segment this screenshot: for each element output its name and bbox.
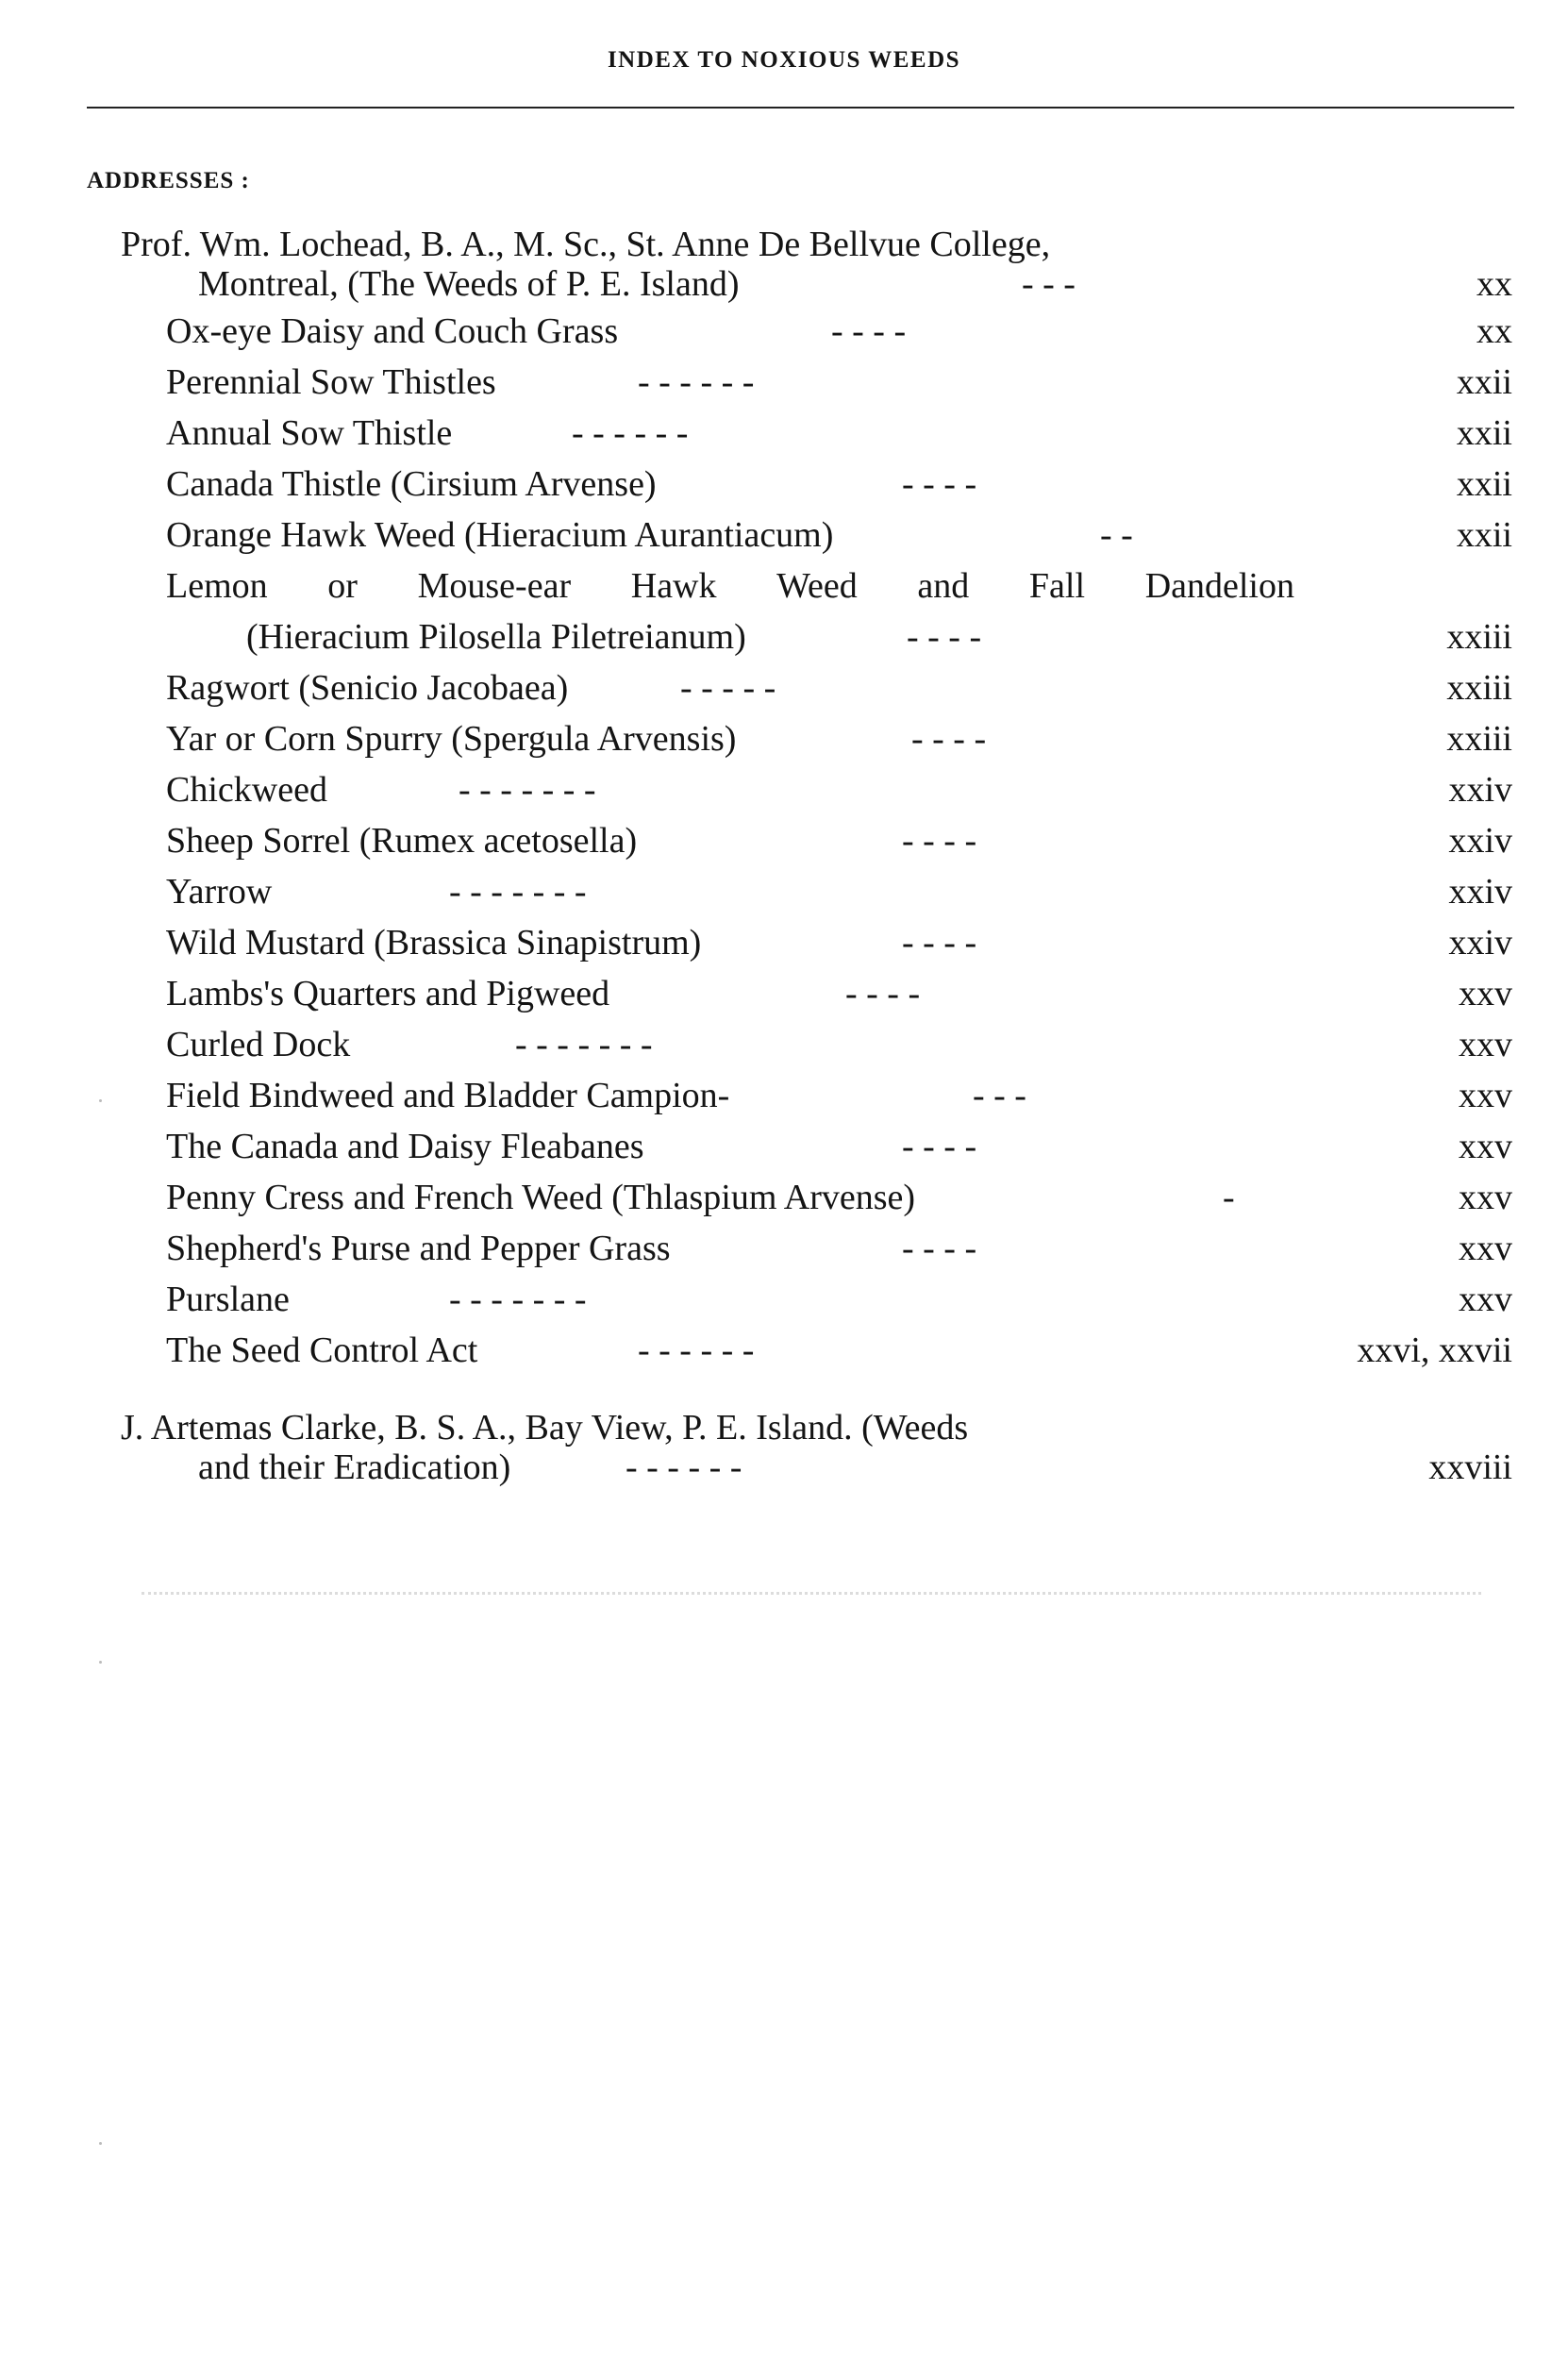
entry-word: or: [327, 566, 358, 606]
page-number: xxii: [1456, 515, 1512, 555]
leader-dots: - - - -: [902, 1229, 977, 1268]
author-line-1: Prof. Wm. Lochead, B. A., M. Sc., St. Anne De Bellvue College,: [121, 225, 1051, 264]
entry-word: and: [917, 566, 970, 606]
entry-title: Sheep Sorrel (Rumex acetosella): [166, 821, 638, 861]
author-entry-clarke: [121, 1406, 1512, 1493]
index-entry-lemon-line1: [166, 562, 1294, 610]
page-number: xxv: [1459, 1178, 1512, 1217]
entry-title: The Seed Control Act: [166, 1331, 478, 1370]
entry-title: (Hieracium Pilosella Piletreianum): [246, 617, 746, 657]
entry-title: Penny Cress and French Weed (Thlaspium Arvense): [166, 1178, 916, 1217]
entry-title: Chickweed: [166, 770, 327, 810]
entry-title: Curled Dock: [166, 1025, 351, 1064]
index-entry: [166, 715, 1512, 762]
page-number: xxiv: [1448, 923, 1512, 962]
index-entry: [166, 817, 1512, 864]
leader-dots: -: [1223, 1178, 1235, 1217]
index-entry: [166, 460, 1512, 508]
entry-title: Field Bindweed and Bladder Campion-: [166, 1076, 730, 1115]
entry-title: Ragwort (Senicio Jacobaea): [166, 668, 569, 708]
header-rule: [87, 107, 1514, 109]
page-number: xxv: [1459, 974, 1512, 1013]
index-entry: [166, 664, 1512, 711]
index-entry: [166, 868, 1512, 915]
entry-title: Shepherd's Purse and Pepper Grass: [166, 1229, 671, 1268]
page-number: xxii: [1456, 464, 1512, 504]
entry-title: Ox-eye Daisy and Couch Grass: [166, 311, 619, 351]
index-entry: [166, 1174, 1512, 1221]
leader-dots: - - -: [1022, 264, 1076, 304]
page-number: xxii: [1456, 362, 1512, 402]
scan-speck: [99, 1099, 102, 1102]
page-number: xx: [1476, 264, 1512, 304]
leader-dots: - - - -: [911, 719, 987, 759]
entry-word: Weed: [776, 566, 858, 606]
index-entry: [166, 1327, 1512, 1374]
entry-title: Canada Thistle (Cirsium Arvense): [166, 464, 657, 504]
index-entry: [166, 1072, 1512, 1119]
page-number: xxiv: [1448, 770, 1512, 810]
leader-dots: - - - -: [902, 464, 977, 504]
leader-dots: - - -: [973, 1076, 1026, 1115]
index-entry: [166, 511, 1512, 559]
page-number: xxiv: [1448, 872, 1512, 912]
page-number: xxv: [1459, 1127, 1512, 1166]
leader-dots: - - - - - - -: [515, 1025, 653, 1064]
index-entry: [166, 1123, 1512, 1170]
leader-dots: - - - - -: [680, 668, 776, 708]
running-head: INDEX TO NOXIOUS WEEDS: [607, 47, 961, 73]
author-line-2: and their Eradication): [198, 1448, 511, 1487]
leader-dots: - - - -: [831, 311, 907, 351]
section-heading: ADDRESSES :: [87, 168, 250, 193]
entry-word: Mouse-ear: [417, 566, 572, 606]
index-entry: [166, 970, 1512, 1017]
page-number: xxv: [1459, 1280, 1512, 1319]
index-entry: [166, 613, 1512, 661]
page-number: xxv: [1459, 1076, 1512, 1115]
entry-word: Fall: [1028, 566, 1086, 606]
page-number: xxiii: [1446, 617, 1512, 657]
index-entry: [166, 919, 1512, 966]
entry-word: Dandelion: [1144, 566, 1294, 606]
page-number: xxv: [1459, 1229, 1512, 1268]
entry-title: The Canada and Daisy Fleabanes: [166, 1127, 644, 1166]
leader-dots: - - - - - - -: [459, 770, 596, 810]
page-number: xxiv: [1448, 821, 1512, 861]
page-number: xx: [1476, 311, 1512, 351]
entry-title: Annual Sow Thistle: [166, 413, 453, 453]
leader-dots: - - - - - -: [638, 362, 755, 402]
entry-title: Lambs's Quarters and Pigweed: [166, 974, 610, 1013]
page-number: xxii: [1456, 413, 1512, 453]
leader-dots: - - - - - -: [572, 413, 689, 453]
page-number: xxiii: [1446, 668, 1512, 708]
scan-smear: [142, 1592, 1481, 1595]
leader-dots: - -: [1100, 515, 1133, 555]
author-line-2: Montreal, (The Weeds of P. E. Island): [198, 264, 740, 304]
page-number: xxv: [1459, 1025, 1512, 1064]
page-number: xxvi, xxvii: [1357, 1331, 1512, 1370]
leader-dots: - - - - - - -: [449, 872, 587, 912]
index-entry: [166, 1225, 1512, 1272]
entry-title: Yarrow: [166, 872, 273, 912]
index-entry: [166, 1021, 1512, 1068]
leader-dots: - - - -: [907, 617, 982, 657]
author-line-1: J. Artemas Clarke, B. S. A., Bay View, P. E. Island. (Weeds: [121, 1408, 969, 1448]
scan-speck: [99, 1661, 102, 1664]
leader-dots: - - - - - - -: [449, 1280, 587, 1319]
entry-word: Hawk: [630, 566, 717, 606]
leader-dots: - - - -: [902, 923, 977, 962]
index-entry: [166, 766, 1512, 813]
leader-dots: - - - -: [902, 1127, 977, 1166]
index-entry: [166, 410, 1512, 457]
index-entry: [166, 1276, 1512, 1323]
author-entry-lochead: [121, 223, 1512, 310]
entry-title: Perennial Sow Thistles: [166, 362, 496, 402]
entry-word: Lemon: [166, 566, 268, 606]
leader-dots: - - - - - -: [626, 1448, 742, 1487]
index-entry: [166, 359, 1512, 406]
entry-title: Orange Hawk Weed (Hieracium Aurantiacum): [166, 515, 834, 555]
scan-speck: [99, 2142, 102, 2145]
entry-title: Purslane: [166, 1280, 290, 1319]
page-number: xxiii: [1446, 719, 1512, 759]
entry-title: Wild Mustard (Brassica Sinapistrum): [166, 923, 702, 962]
page-number: xxviii: [1428, 1448, 1512, 1487]
entry-title: Yar or Corn Spurry (Spergula Arvensis): [166, 719, 737, 759]
leader-dots: - - - -: [845, 974, 921, 1013]
index-entry: [166, 308, 1512, 355]
leader-dots: - - - -: [902, 821, 977, 861]
leader-dots: - - - - - -: [638, 1331, 755, 1370]
